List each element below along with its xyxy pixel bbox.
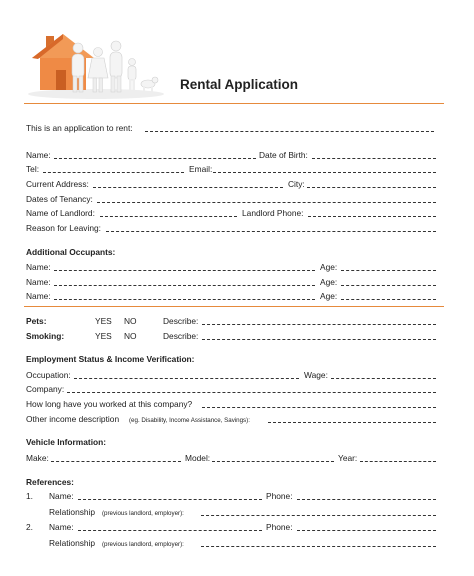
occupant-3-name-label: Name: bbox=[26, 291, 51, 301]
wage-field[interactable] bbox=[331, 378, 436, 379]
name-field[interactable] bbox=[54, 158, 256, 159]
wage-label: Wage: bbox=[304, 370, 328, 380]
address-label: Current Address: bbox=[26, 179, 89, 189]
smoking-describe-label: Describe: bbox=[163, 331, 199, 341]
occupant-3-age-label: Age: bbox=[320, 291, 338, 301]
dob-label: Date of Birth: bbox=[259, 150, 308, 160]
email-field[interactable] bbox=[213, 172, 436, 173]
company-label: Company: bbox=[26, 384, 65, 394]
other-income-hint: (eg. Disability, Income Assistance, Savings): bbox=[129, 417, 250, 424]
address-field[interactable] bbox=[93, 187, 283, 188]
how-long-label: How long have you worked at this company? bbox=[26, 399, 193, 409]
house-family-icon bbox=[26, 30, 166, 100]
pets-yes-option[interactable]: YES bbox=[95, 316, 112, 326]
occupant-1-age-field[interactable] bbox=[341, 270, 436, 271]
rental-address-field[interactable] bbox=[145, 131, 434, 132]
other-income-label: Other income description bbox=[26, 414, 120, 424]
tel-field[interactable] bbox=[43, 172, 184, 173]
reference-1-relationship-hint: (previous landlord, employer): bbox=[102, 510, 184, 517]
other-income-field[interactable] bbox=[268, 422, 436, 423]
occupant-2-name-label: Name: bbox=[26, 277, 51, 287]
city-label: City: bbox=[288, 179, 305, 189]
reference-1-number: 1. bbox=[26, 491, 33, 501]
year-field[interactable] bbox=[360, 461, 436, 462]
smoking-yes-option[interactable]: YES bbox=[95, 331, 112, 341]
name-label: Name: bbox=[26, 150, 51, 160]
pets-describe-field[interactable] bbox=[202, 324, 436, 325]
intro-label: This is an application to rent: bbox=[26, 123, 133, 133]
occupation-field[interactable] bbox=[74, 378, 299, 379]
occupant-2-age-field[interactable] bbox=[341, 285, 436, 286]
reference-1-relationship-field[interactable] bbox=[201, 515, 436, 516]
reference-1-relationship-label: Relationship bbox=[49, 507, 96, 517]
reason-field[interactable] bbox=[106, 231, 436, 232]
dob-field[interactable] bbox=[312, 158, 436, 159]
pets-no-option[interactable]: NO bbox=[124, 316, 137, 326]
occupants-divider bbox=[24, 306, 444, 307]
page-title: Rental Application bbox=[180, 77, 299, 92]
reference-2-name-label: Name: bbox=[49, 522, 74, 532]
make-field[interactable] bbox=[51, 461, 181, 462]
how-long-field[interactable] bbox=[202, 407, 436, 408]
occupant-3-name-field[interactable] bbox=[54, 299, 315, 300]
landlord-phone-field[interactable] bbox=[308, 216, 436, 217]
landlord-phone-label: Landlord Phone: bbox=[242, 208, 304, 218]
pets-describe-label: Describe: bbox=[163, 316, 199, 326]
header-divider bbox=[24, 103, 444, 104]
reference-2-name-field[interactable] bbox=[78, 530, 262, 531]
vehicle-heading: Vehicle Information: bbox=[26, 437, 107, 447]
reference-2-number: 2. bbox=[26, 522, 33, 532]
reference-2-phone-label: Phone: bbox=[266, 522, 293, 532]
email-label: Email: bbox=[189, 164, 213, 174]
reference-2-phone-field[interactable] bbox=[297, 530, 436, 531]
occupation-label: Occupation: bbox=[26, 370, 71, 380]
tenancy-field[interactable] bbox=[97, 202, 436, 203]
occupant-1-name-label: Name: bbox=[26, 262, 51, 272]
landlord-label: Name of Landlord: bbox=[26, 208, 95, 218]
reference-1-name-field[interactable] bbox=[78, 499, 262, 500]
reference-1-phone-label: Phone: bbox=[266, 491, 293, 501]
smoking-no-option[interactable]: NO bbox=[124, 331, 137, 341]
year-label: Year: bbox=[338, 453, 358, 463]
smoking-label: Smoking: bbox=[26, 331, 65, 341]
reference-2-relationship-label: Relationship bbox=[49, 538, 96, 548]
references-heading: References: bbox=[26, 477, 74, 487]
pets-label: Pets: bbox=[26, 316, 47, 326]
reference-2-relationship-hint: (previous landlord, employer): bbox=[102, 541, 184, 548]
reference-1-phone-field[interactable] bbox=[297, 499, 436, 500]
city-field[interactable] bbox=[307, 187, 436, 188]
landlord-field[interactable] bbox=[100, 216, 237, 217]
occupant-2-age-label: Age: bbox=[320, 277, 338, 287]
smoking-describe-field[interactable] bbox=[202, 339, 436, 340]
occupant-1-name-field[interactable] bbox=[54, 270, 315, 271]
reference-2-relationship-field[interactable] bbox=[201, 546, 436, 547]
occupants-heading: Additional Occupants: bbox=[26, 247, 116, 257]
model-label: Model: bbox=[185, 453, 211, 463]
reason-label: Reason for Leaving: bbox=[26, 223, 101, 233]
occupant-3-age-field[interactable] bbox=[341, 299, 436, 300]
model-field[interactable] bbox=[212, 461, 334, 462]
occupant-1-age-label: Age: bbox=[320, 262, 338, 272]
reference-1-name-label: Name: bbox=[49, 491, 74, 501]
occupant-2-name-field[interactable] bbox=[54, 285, 315, 286]
tel-label: Tel: bbox=[26, 164, 40, 174]
make-label: Make: bbox=[26, 453, 49, 463]
tenancy-label: Dates of Tenancy: bbox=[26, 194, 93, 204]
company-field[interactable] bbox=[67, 392, 436, 393]
employment-heading: Employment Status & Income Verification: bbox=[26, 354, 195, 364]
